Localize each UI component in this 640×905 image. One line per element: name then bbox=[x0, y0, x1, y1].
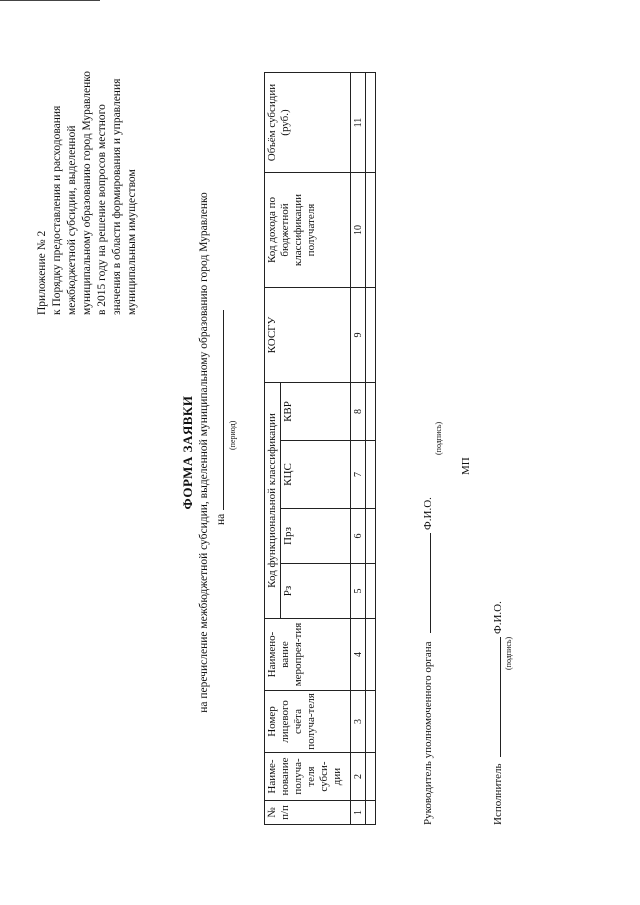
stamp-label: МП bbox=[460, 457, 472, 475]
head-label: Руководитель уполномоченного органа bbox=[422, 641, 434, 825]
empty-cell bbox=[366, 564, 376, 619]
appendix-line: муниципальным имуществом bbox=[126, 169, 138, 315]
appendix-line: Приложение № 2 bbox=[36, 230, 48, 315]
header-rz: Рз bbox=[281, 564, 351, 619]
header-number: № п/п bbox=[265, 801, 351, 825]
column-number: 11 bbox=[351, 73, 366, 173]
column-number: 4 bbox=[351, 619, 366, 691]
empty-cell bbox=[366, 509, 376, 564]
executor-label: Исполнитель bbox=[492, 763, 504, 825]
head-signature-line bbox=[420, 497, 434, 825]
form-subtitle: на перечисление межбюджетной субсидии, выделенной муниципальному образованию город Муравленко bbox=[198, 192, 210, 713]
header-recipient-name: Наиме-нование получа-теля субси-дии bbox=[265, 753, 351, 801]
period-line bbox=[213, 310, 227, 525]
appendix-line: муниципальному образованию город Муравленко bbox=[81, 70, 93, 315]
header-kosgu: КОСГУ bbox=[265, 288, 351, 383]
appendix-line: к Порядку предоставления и расходования bbox=[51, 105, 63, 315]
header-functional-classification: Код функциональной классификации bbox=[265, 383, 281, 619]
executor-fio: Ф.И.О. bbox=[492, 601, 504, 634]
column-number: 9 bbox=[351, 288, 366, 383]
na-label: на bbox=[215, 513, 227, 525]
column-number: 3 bbox=[351, 691, 366, 753]
column-number: 10 bbox=[351, 173, 366, 288]
empty-cell bbox=[366, 801, 376, 825]
empty-cell bbox=[366, 441, 376, 509]
appendix-line: значения в области формирования и управления bbox=[111, 78, 123, 315]
empty-cell bbox=[366, 753, 376, 801]
period-caption: (период) bbox=[228, 420, 237, 450]
header-kvr: КВР bbox=[281, 383, 351, 441]
request-table bbox=[264, 72, 376, 825]
executor-signature-blank bbox=[490, 637, 501, 757]
column-number: 8 bbox=[351, 383, 366, 441]
header-income-code: Код дохода по бюджетной классификации получателя bbox=[265, 173, 351, 288]
form-title: ФОРМА ЗАЯВКИ bbox=[180, 395, 195, 510]
column-number: 7 bbox=[351, 441, 366, 509]
header-account-number: Номер лицевого счёта получа-теля bbox=[265, 691, 351, 753]
header-prz: Прз bbox=[281, 509, 351, 564]
header-subsidy-volume: Объём субсидии (руб.) bbox=[265, 73, 351, 173]
empty-cell bbox=[366, 619, 376, 691]
appendix-header bbox=[35, 0, 140, 315]
empty-cell bbox=[366, 691, 376, 753]
appendix-line: в 2015 году на решение вопросов местного bbox=[96, 104, 108, 315]
column-number-row bbox=[351, 73, 366, 825]
header-kcs: КЦС bbox=[281, 441, 351, 509]
head-signature-blank bbox=[420, 533, 431, 633]
executor-signature-line bbox=[490, 601, 504, 825]
empty-cell bbox=[366, 73, 376, 173]
period-blank bbox=[213, 310, 224, 510]
column-number: 6 bbox=[351, 509, 366, 564]
head-signature-caption: (подпись) bbox=[434, 421, 443, 455]
empty-data-row bbox=[366, 73, 376, 825]
head-fio: Ф.И.О. bbox=[422, 497, 434, 530]
column-number: 2 bbox=[351, 753, 366, 801]
executor-signature-caption: (подпись) bbox=[504, 636, 513, 670]
appendix-line: межбюджетной субсидии, выделенной bbox=[66, 125, 78, 315]
empty-cell bbox=[366, 383, 376, 441]
header-event-name: Наимено-вание меропрея-тия bbox=[265, 619, 351, 691]
column-number: 5 bbox=[351, 564, 366, 619]
empty-cell bbox=[366, 288, 376, 383]
column-number: 1 bbox=[351, 801, 366, 825]
empty-cell bbox=[366, 173, 376, 288]
